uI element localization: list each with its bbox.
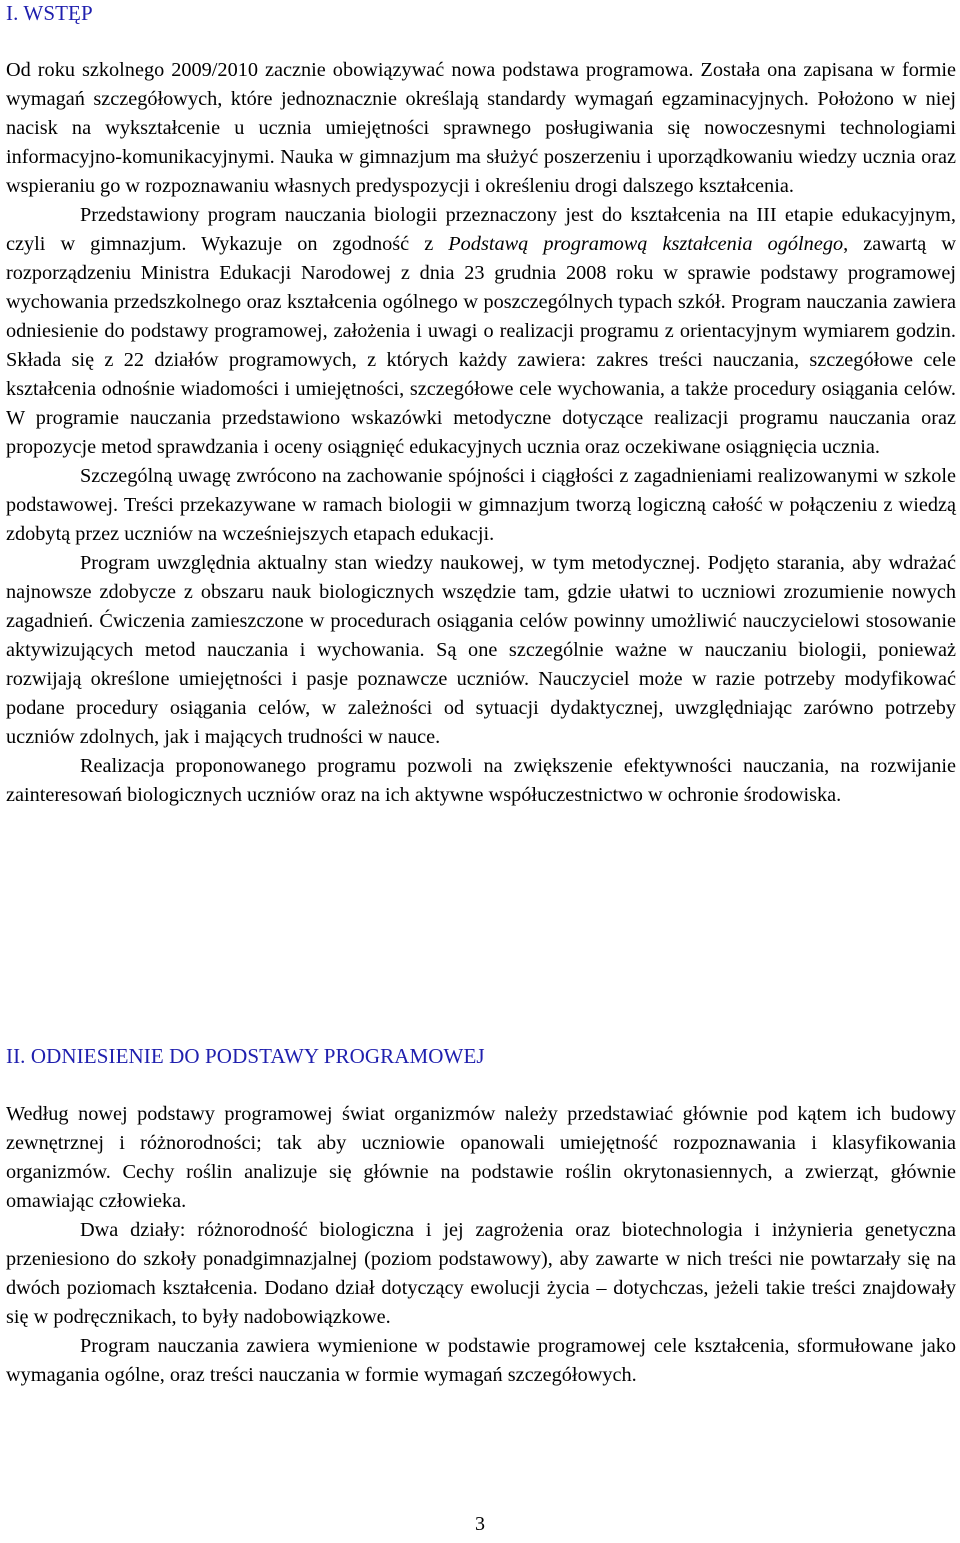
intro-paragraph-4: Program uwzględnia aktualny stan wiedzy naukowej, w tym metodycznej. Podjęto starania, aby wdrażać najnowsze zdobycze z obszaru nauk biologicznych wszędzie tam, gdzie ułatwi to uczniowi zrozumienie nowych zagadnień. Ćwiczenia zamieszczone w procedurach osiągania celów powinny umożliwić nauczycielowi stosowanie aktywizujących metod nauczania i wychowania. Są one szczególnie ważne w nauczaniu biologii, ponieważ rozwijają określone umiejętności i pasje poznawcze uczniów. Nauczyciel może w razie potrzeby modyfikować podane procedury osiągania celów, w zależności od sytuacji dydaktycznej, uwzględniając zarówno potrzeby uczniów zdolnych, jak i mających trudności w nauce. <box>6 552 956 748</box>
reference-paragraph-3: Program nauczania zawiera wymienione w podstawie programowej cele kształcenia, sformułowane jako wymagania ogólne, oraz treści nauczania w formie wymagań szczegółowych. <box>6 1335 956 1386</box>
intro-paragraph-2 <box>6 201 956 462</box>
intro-paragraph-1: Od roku szkolnego 2009/2010 zacznie obowiązywać nowa podstawa programowa. Została ona zapisana w formie wymagań szczegółowych, które jednoznacznie określają standardy wymagań egzaminacyjnych. Położono w niej nacisk na wykształcenie u ucznia umiejętności sprawnego posługiwania się nowoczesnymi technologiami informacyjno-komunikacyjnymi. Nauka w gimnazjum ma służyć poszerzeniu i uporządkowaniu wiedzy ucznia oraz wspieraniu go w rozpoznawaniu własnych predyspozycji i określeniu drogi dalszego kształcenia. <box>6 59 956 197</box>
reference-section <box>6 1100 956 1390</box>
intro-paragraph-2-end: , zawartą w rozporządzeniu Ministra Edukacji Narodowej z dnia 23 grudnia 2008 roku w sprawie podstawy programowej wychowania przedszkolnego oraz kształcenia ogólnego w poszczególnych typach szkół. Program nauczania zawiera odniesienie do podstawy programowej, założenia i uwagi o realizacji programu z orientacyjnym wymiarem godzin. Składa się z 22 działów programowych, z których każdy zawiera: zakres treści nauczania, szczegółowe cele kształcenia odnośnie wiadomości i umiejętności, szczegółowe cele wychowania, a także procedury osiągania celów. W programie nauczania przedstawiono wskazówki metodyczne dotyczące realizacji programu nauczania oraz propozycje metod sprawdzania i oceny osiągnięć edukacyjnych ucznia oraz oczekiwane osiągnięcia ucznia. <box>6 233 956 458</box>
intro-paragraph-5: Realizacja proponowanego programu pozwoli na zwiększenie efektywności nauczania, na rozwijanie zainteresowań biologicznych uczniów oraz na ich aktywne współuczestnictwo w ochronie środowiska. <box>6 755 956 806</box>
reference-paragraph-1: Według nowej podstawy programowej świat organizmów należy przedstawiać głównie pod kątem ich budowy zewnętrznej i różnorodności; tak aby uczniowie opanowali umiejętność rozpoznawania i klasyfikowania organizmów. Cechy roślin analizuje się głównie na podstawie roślin okrytonasiennych, a zwierząt, głównie omawiając człowieka. <box>6 1103 956 1212</box>
intro-paragraph-2-italic-title: Podstawą programową kształcenia ogólnego <box>448 233 844 255</box>
intro-paragraph-3: Szczególną uwagę zwrócono na zachowanie spójności i ciągłości z zagadnieniami realizowanymi w szkole podstawowej. Treści przekazywane w ramach biologii w gimnazjum tworzą logiczną całość w połączeniu z wiedzą zdobytą przez uczniów na wcześniejszych etapach edukacji. <box>6 465 956 545</box>
reference-paragraph-2: Dwa działy: różnorodność biologiczna i jej zagrożenia oraz biotechnologia i inżynieria genetyczna przeniesiono do szkoły ponadgimnazjalnej (poziom podstawowy), aby zawarte w nich treści nie powtarzały się na dwóch poziomach kształcenia. Dodano dział dotyczący ewolucji życia – dotychczas, jeżeli takie treści znajdowały się w podręcznikach, to były nadobowiązkowe. <box>6 1219 956 1328</box>
section-heading-introduction: I. WSTĘP <box>6 1 93 25</box>
section-heading-reference: II. ODNIESIENIE DO PODSTAWY PROGRAMOWEJ <box>6 1044 485 1068</box>
page-number: 3 <box>475 1513 485 1535</box>
introduction-section <box>6 56 956 810</box>
intro-paragraph-2-start: Przedstawiony program nauczania biologii przeznaczony jest do kształcenia na III etapie edukacyjnym, czyli w gimnazjum. Wykazuje on zgodność z <box>6 204 956 255</box>
